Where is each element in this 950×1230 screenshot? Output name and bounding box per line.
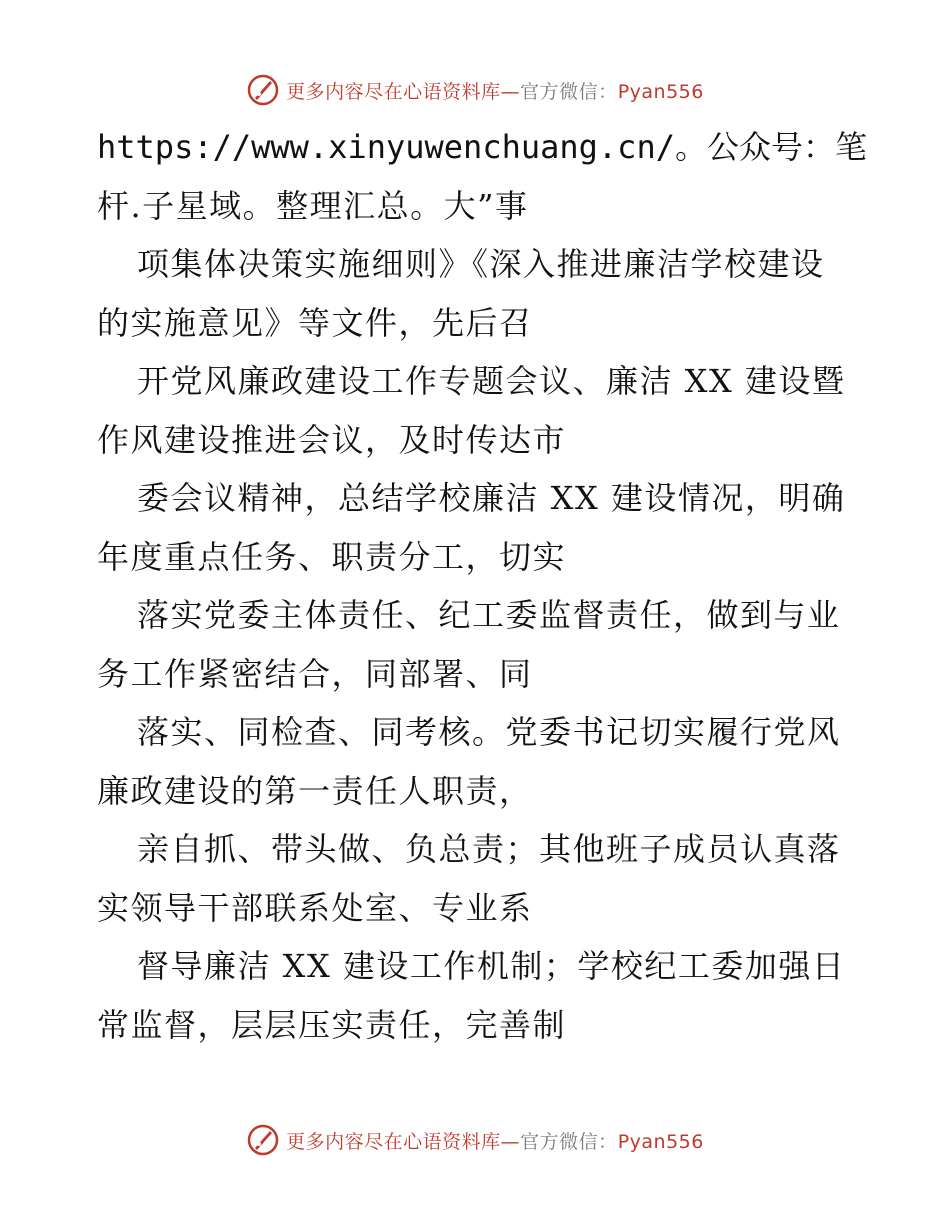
body-line-11: 落实、同检查、同考核。党委书记切实履行党风 bbox=[137, 713, 841, 751]
quill-logo-icon bbox=[246, 73, 280, 107]
body-line-16: 常监督，层层压实责任，完善制 bbox=[97, 1005, 567, 1044]
body-line-7: 委会议精神，总结学校廉洁 XX 建设情况，明确 bbox=[137, 479, 846, 517]
banner-wx-id: Pyan556 bbox=[617, 80, 704, 103]
footer-banner bbox=[0, 1120, 950, 1160]
body-line-1: https://www.xinyuwenchuang.cn/。公众号：笔 bbox=[97, 128, 867, 166]
banner-sep: — bbox=[500, 80, 521, 103]
body-line-12: 廉政建设的第一责任人职责， bbox=[97, 771, 533, 810]
body-line-2: 杆.子星域。整理汇总。大”事 bbox=[97, 186, 529, 225]
banner-main: 更多内容尽在心语资料库 bbox=[286, 80, 501, 103]
banner-main: 更多内容尽在心语资料库 bbox=[286, 1130, 501, 1153]
body-line-6: 作风建设推进会议，及时传达市 bbox=[97, 420, 567, 459]
banner-wx-label: 官方微信： bbox=[520, 1130, 618, 1153]
body-line-8: 年度重点任务、职责分工，切实 bbox=[97, 537, 567, 576]
body-line-5: 开党风廉政建设工作专题会议、廉洁 XX 建设暨 bbox=[137, 362, 846, 400]
banner-text bbox=[286, 77, 704, 104]
body-line-9: 落实党委主体责任、纪工委监督责任，做到与业 bbox=[137, 596, 841, 634]
banner-wx-id: Pyan556 bbox=[617, 1130, 704, 1153]
quill-logo-icon bbox=[246, 1123, 280, 1157]
body-line-13: 亲自抓、带头做、负总责；其他班子成员认真落 bbox=[137, 830, 841, 868]
banner-wx-label: 官方微信： bbox=[520, 80, 618, 103]
banner-text bbox=[286, 1127, 704, 1154]
body-line-10: 务工作紧密结合，同部署、同 bbox=[97, 654, 533, 693]
body-line-3: 项集体决策实施细则》《深入推进廉洁学校建设 bbox=[137, 245, 825, 283]
body-line-14: 实领导干部联系处室、专业系 bbox=[97, 888, 533, 927]
header-banner bbox=[0, 70, 950, 110]
body-line-15: 督导廉洁 XX 建设工作机制；学校纪工委加强日 bbox=[137, 947, 846, 985]
body-line-4: 的实施意见》等文件，先后召 bbox=[97, 303, 533, 342]
banner-sep: — bbox=[500, 1130, 521, 1153]
document-body bbox=[97, 118, 867, 1054]
